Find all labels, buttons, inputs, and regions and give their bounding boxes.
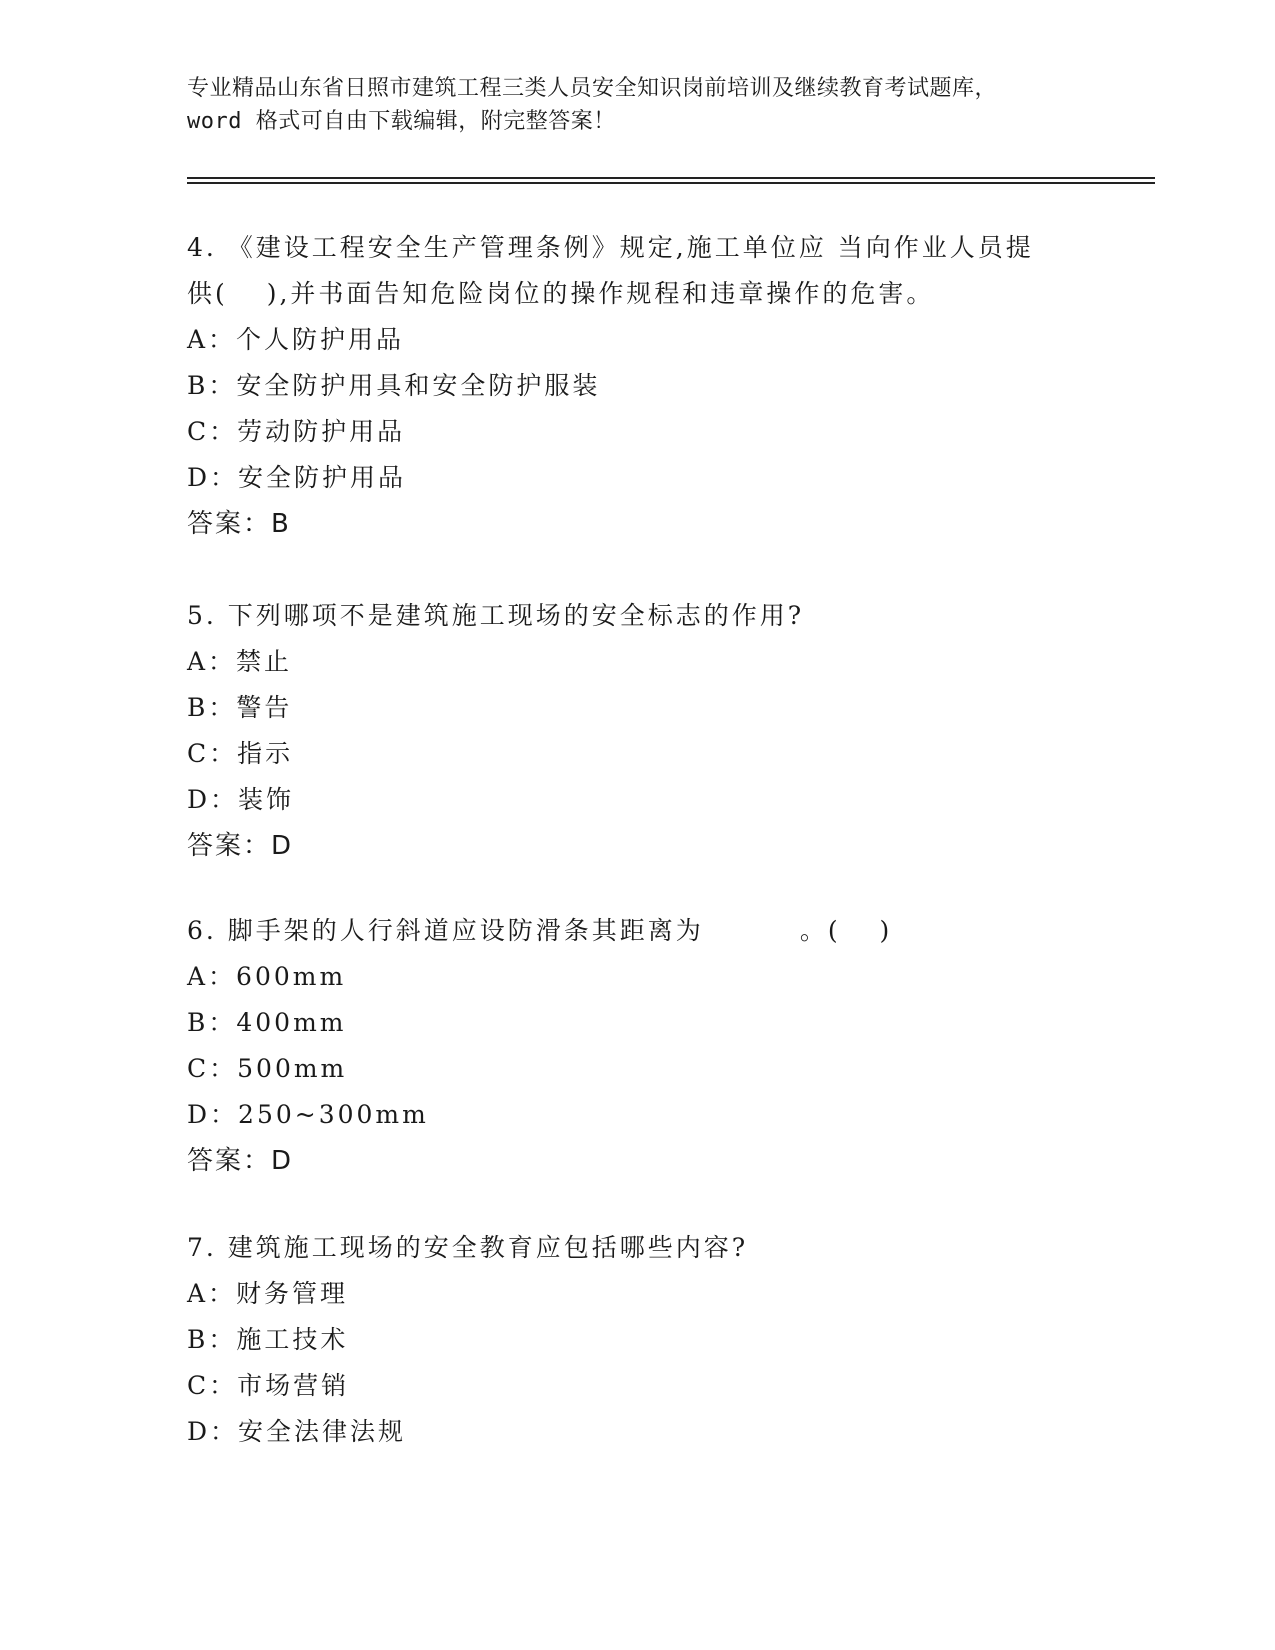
question-5-option-b: B：警告 xyxy=(187,693,293,722)
question-7-option-a: A：财务管理 xyxy=(187,1279,349,1308)
question-7 xyxy=(187,1225,1087,1455)
header-title-line-1: 专业精品山东省日照市建筑工程三类人员安全知识岗前培训及继续教育考试题库， xyxy=(187,76,998,101)
header-divider-top xyxy=(187,177,1155,179)
question-5 xyxy=(187,593,1087,869)
question-7-text: 7. 建筑施工现场的安全教育应包括哪些内容? xyxy=(187,1233,749,1262)
question-4-option-d: D：安全防护用品 xyxy=(187,463,407,492)
header-divider-bottom xyxy=(187,182,1155,184)
question-5-option-c: C：指示 xyxy=(187,739,294,768)
question-4-option-c: C：劳动防护用品 xyxy=(187,417,406,446)
question-6-answer: 答案：D xyxy=(187,1146,294,1176)
question-6-option-a: A：600mm xyxy=(187,962,347,991)
question-5-answer: 答案：D xyxy=(187,831,294,861)
question-4-text-line-2: 供( ),并书面告知危险岗位的操作规程和违章操作的危害。 xyxy=(187,279,935,308)
question-4-text-line-1: 4. 《建设工程安全生产管理条例》规定,施工单位应 当向作业人员提 xyxy=(187,233,1034,262)
header-title-line-2: word 格式可自由下载编辑，附完整答案！ xyxy=(187,109,616,134)
question-6-option-d: D：250~300mm xyxy=(187,1100,429,1129)
question-7-option-d: D：安全法律法规 xyxy=(187,1417,407,1446)
question-4-option-b: B：安全防护用具和安全防护服装 xyxy=(187,371,601,400)
question-7-option-c: C：市场营销 xyxy=(187,1371,350,1400)
question-6-text-tail: 。( ) xyxy=(799,916,893,945)
document-header xyxy=(187,72,1087,138)
question-4 xyxy=(187,225,1087,547)
question-4-option-a: A：个人防护用品 xyxy=(187,325,405,354)
question-6-option-b: B：400mm xyxy=(187,1008,347,1037)
question-4-answer: 答案：B xyxy=(187,509,291,539)
question-5-option-a: A：禁止 xyxy=(187,647,293,676)
question-6 xyxy=(187,908,1087,1184)
question-6-text-stem: 6. 脚手架的人行斜道应设防滑条其距离为 xyxy=(187,916,704,945)
question-6-option-c: C：500mm xyxy=(187,1054,348,1083)
question-7-option-b: B：施工技术 xyxy=(187,1325,349,1354)
question-5-option-d: D：装饰 xyxy=(187,785,295,814)
question-6-text xyxy=(187,908,1087,954)
question-5-text: 5. 下列哪项不是建筑施工现场的安全标志的作用? xyxy=(187,601,805,630)
